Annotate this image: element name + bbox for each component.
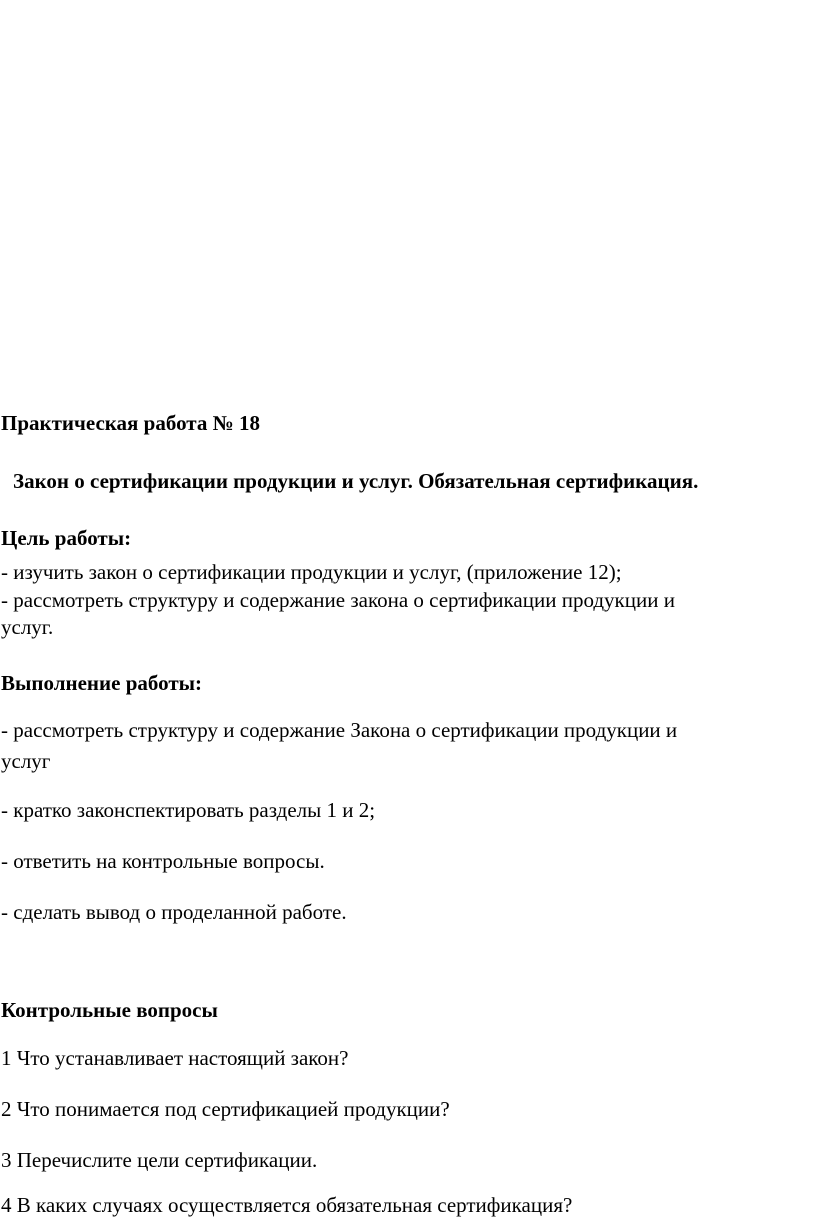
question-item: 2 Что понимается под сертификацией продукции? — [1, 1097, 450, 1121]
goal-item: - изучить закон о сертификации продукции и услуг, (приложение 12); — [1, 560, 622, 584]
goal-item-continuation: услуг. — [1, 615, 54, 639]
question-item: 3 Перечислите цели сертификации. — [1, 1148, 318, 1172]
question-item: 4 В каких случаях осуществляется обязательная сертификация? — [1, 1193, 573, 1217]
question-item: 1 Что устанавливает настоящий закон? — [1, 1046, 349, 1070]
work-title: Практическая работа № 18 — [1, 411, 260, 435]
execution-heading: Выполнение работы: — [1, 671, 203, 695]
questions-heading: Контрольные вопросы — [1, 998, 218, 1022]
execution-item-continuation: услуг — [1, 749, 51, 773]
execution-item: - кратко законспектировать разделы 1 и 2; — [1, 798, 376, 822]
goal-heading: Цель работы: — [1, 526, 132, 550]
topic-heading: Закон о сертификации продукции и услуг. Обязательная сертификация. — [13, 469, 699, 493]
execution-item: - рассмотреть структуру и содержание Закона о сертификации продукции и — [1, 718, 678, 742]
goal-item: - рассмотреть структуру и содержание закона о сертификации продукции и — [1, 588, 675, 612]
execution-item: - ответить на контрольные вопросы. — [1, 849, 325, 873]
execution-item: - сделать вывод о проделанной работе. — [1, 900, 347, 924]
